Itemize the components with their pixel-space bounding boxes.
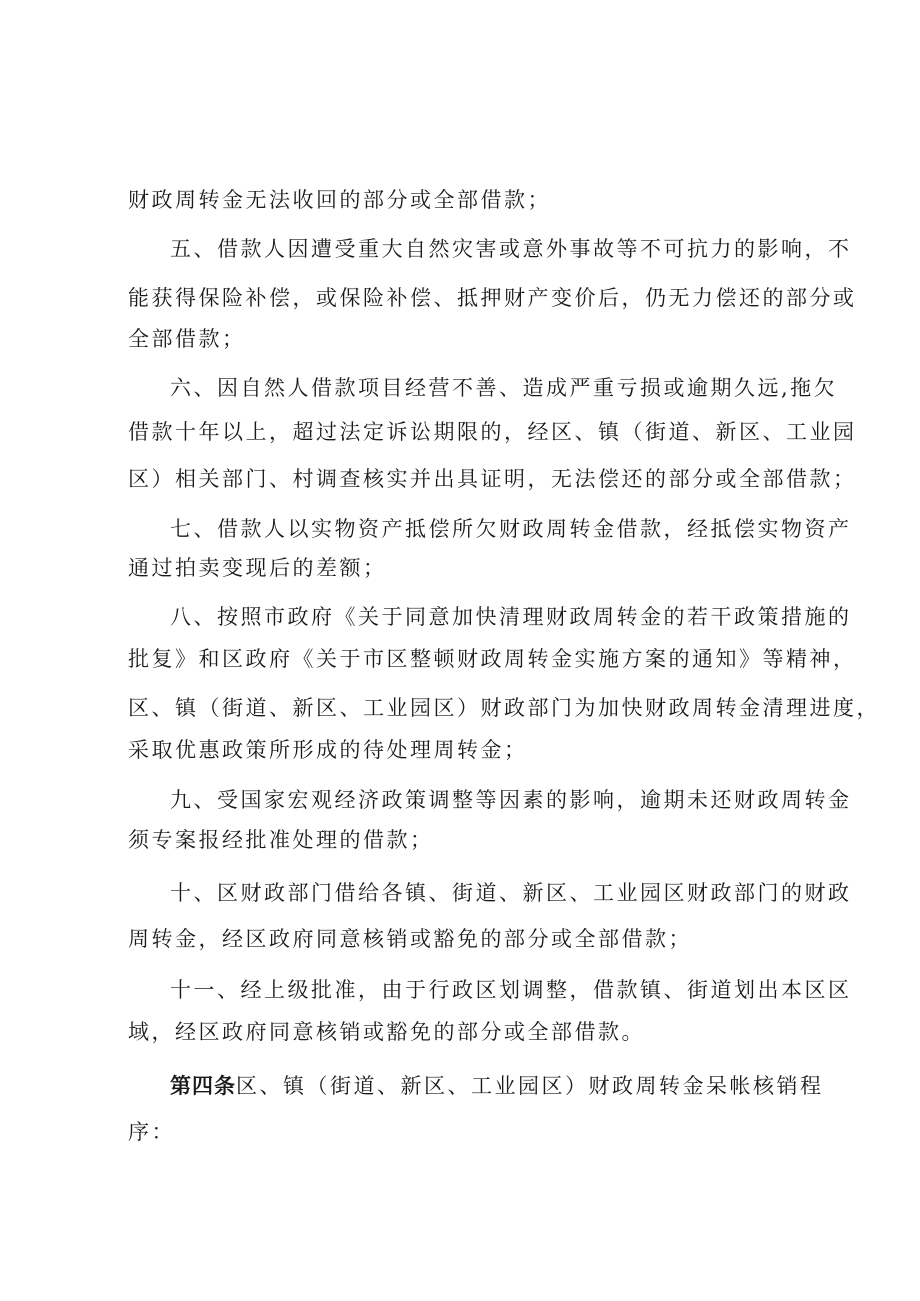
paragraph-five-line-3: 全部借款； (128, 327, 246, 351)
article-four-text: 区、镇（街道、新区、工业园区）财政周转金呆帐核销程 (236, 1074, 824, 1098)
paragraph-six-line-3: 区）相关部门、村调查核实并出具证明，无法偿还的部分或全部借款； (128, 467, 857, 491)
paragraph-eight-line-2: 批复》和区政府《关于市区整顿财政周转金实施方案的通知》等精神， (128, 647, 857, 671)
paragraph-six-line-1: 六、因自然人借款项目经营不善、造成严重亏损或逾期久远,拖欠 (170, 376, 838, 400)
paragraph-eleven-line-1: 十一、经上级批准，由于行政区划调整，借款镇、街道划出本区区 (170, 978, 852, 1002)
paragraph-nine-line-1: 九、受国家宏观经济政策调整等因素的影响，逾期未还财政周转金 (170, 788, 852, 812)
text-line: 财政周转金无法收回的部分或全部借款； (128, 188, 551, 212)
article-four-line-1 (170, 1072, 824, 1100)
paragraph-five-line-2: 能获得保险补偿，或保险补偿、抵押财产变价后，仍无力偿还的部分或 (128, 286, 857, 310)
paragraph-six-line-2: 借款十年以上，超过法定诉讼期限的，经区、镇（街道、新区、工业园 (128, 420, 857, 444)
paragraph-seven-line-1: 七、借款人以实物资产抵偿所欠财政周转金借款，经抵偿实物资产 (170, 517, 852, 541)
paragraph-ten-line-1: 十、区财政部门借给各镇、街道、新区、工业园区财政部门的财政 (170, 881, 852, 905)
paragraph-nine-line-2: 须专案报经批准处理的借款； (128, 828, 434, 852)
paragraph-eight-line-3: 区、镇（街道、新区、工业园区）财政部门为加快财政周转金清理进度， (128, 696, 880, 720)
paragraph-eleven-line-2: 域，经区政府同意核销或豁免的部分或全部借款。 (128, 1020, 645, 1044)
article-four-line-2: 序： (128, 1120, 175, 1144)
paragraph-ten-line-2: 周转金，经区政府同意核销或豁免的部分或全部借款； (128, 927, 692, 951)
article-four-heading: 第四条 (170, 1074, 236, 1098)
paragraph-seven-line-2: 通过拍卖变现后的差额； (128, 556, 387, 580)
paragraph-eight-line-4: 采取优惠政策所形成的待处理周转金； (128, 738, 528, 762)
paragraph-eight-line-1: 八、按照市政府《关于同意加快清理财政周转金的若干政策措施的 (170, 605, 852, 629)
paragraph-five-line-1: 五、借款人因遭受重大自然灾害或意外事故等不可抗力的影响，不 (170, 237, 852, 261)
